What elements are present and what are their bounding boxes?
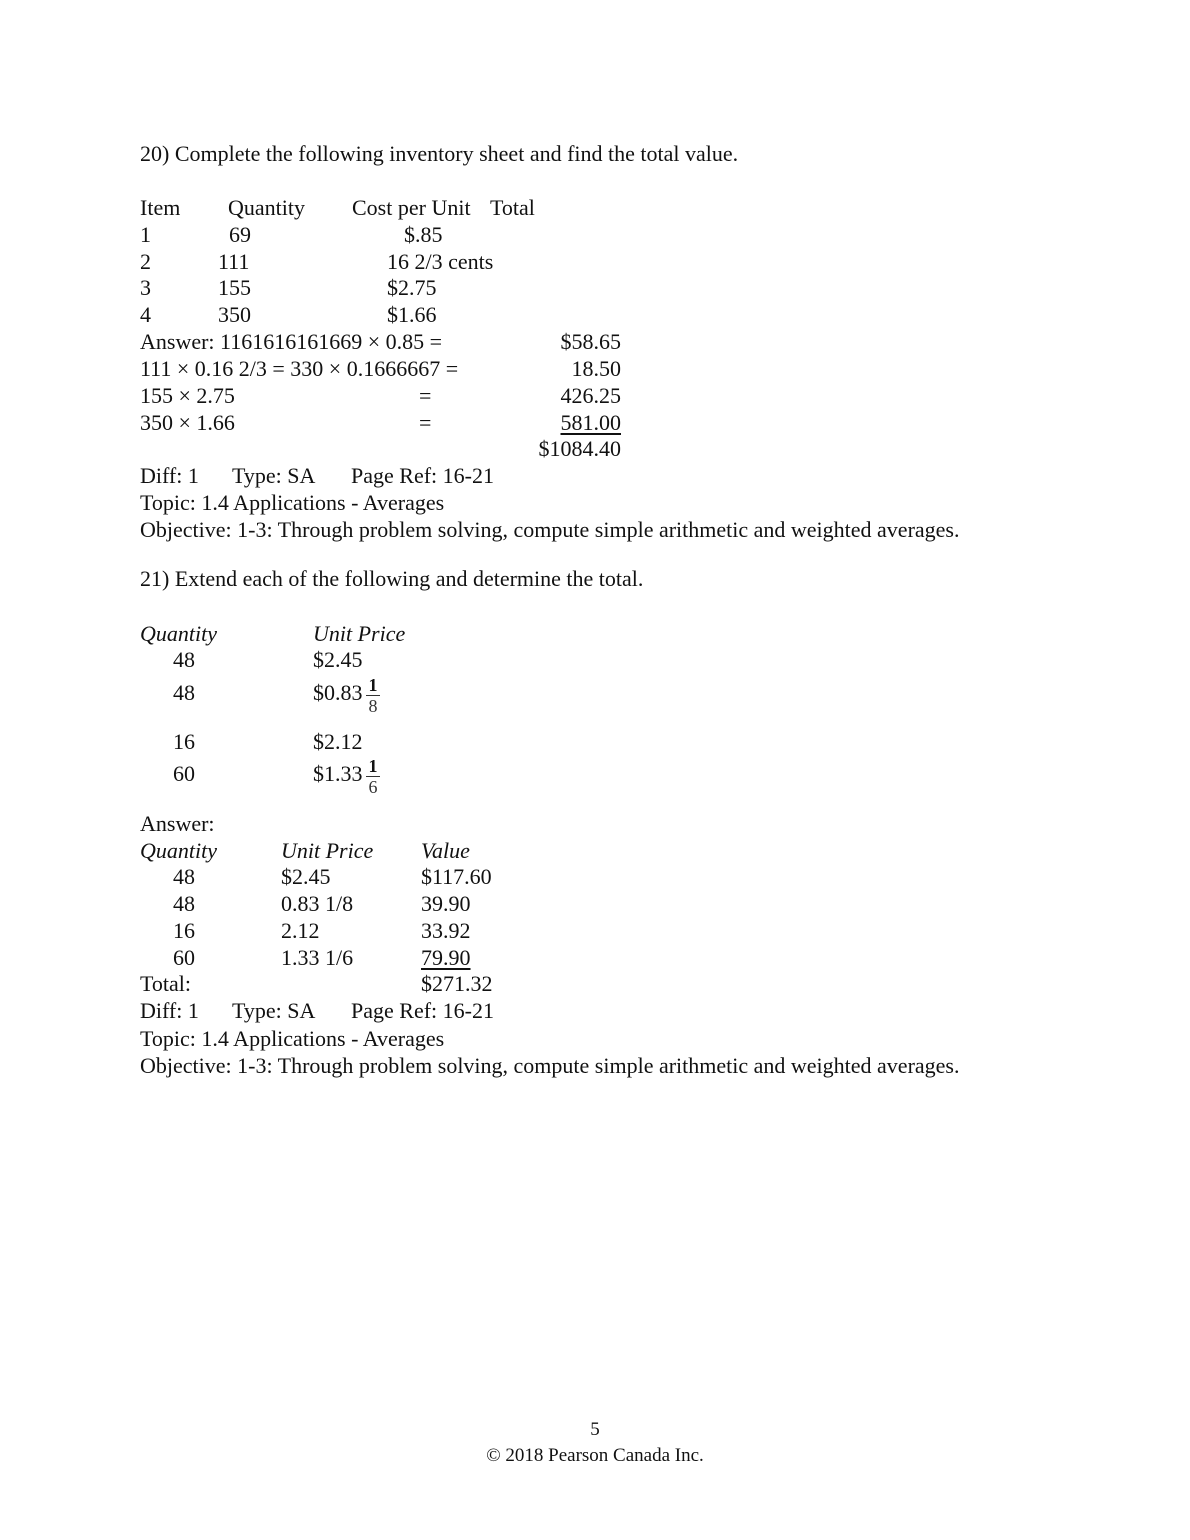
extension-quantity: 60 [173, 761, 195, 786]
fraction-numerator: 1 [368, 675, 378, 695]
header-quantity: Quantity [228, 195, 305, 220]
meta-type: Type: SA [232, 463, 316, 488]
copyright: © 2018 Pearson Canada Inc. [486, 1445, 704, 1466]
extension-price: $0.83 [313, 680, 363, 705]
answer-total: $1084.40 [538, 436, 621, 461]
meta-type: Type: SA [232, 998, 316, 1023]
inventory-cost: $2.75 [387, 275, 437, 300]
answer-price: 1.33 1/6 [281, 945, 354, 970]
inventory-item: 4 [140, 302, 151, 327]
inventory-quantity: 69 [229, 222, 251, 247]
header-total: Total [490, 195, 535, 220]
equals-sign: = [419, 383, 432, 408]
answer-value: 33.92 [421, 918, 471, 943]
answer-quantity: 48 [173, 891, 195, 916]
answer-price: 2.12 [281, 918, 320, 943]
inventory-quantity: 111 [218, 249, 250, 274]
equals-sign: = [419, 410, 432, 435]
total-label: Total: [140, 971, 192, 996]
answer-price: $2.45 [281, 864, 331, 889]
answer-quantity: 48 [173, 864, 195, 889]
question-21-text: 21) Extend each of the following and determine the total. [140, 566, 644, 591]
fraction-numerator: 1 [368, 756, 378, 776]
answer-value: 79.90 [421, 945, 471, 970]
inventory-cost: $.85 [404, 222, 443, 247]
page-number: 5 [590, 1419, 600, 1440]
extension-quantity: 48 [173, 647, 195, 672]
answer-header-value: Value [421, 838, 470, 863]
inventory-item: 2 [140, 249, 151, 274]
meta-diff: Diff: 1 [140, 463, 199, 488]
meta-topic: Topic: 1.4 Applications - Averages [140, 1026, 445, 1051]
fraction-denominator: 6 [366, 776, 380, 797]
question-20-text: 20) Complete the following inventory sheet and find the total value. [140, 141, 739, 166]
answer-quantity: 60 [173, 945, 195, 970]
answer-price: 0.83 1/8 [281, 891, 354, 916]
answer-value: 426.25 [560, 383, 621, 408]
answer-expression: 350 × 1.66 [140, 410, 235, 435]
answer-value [500, 410, 621, 436]
extension-price: $2.45 [313, 647, 363, 672]
answer-quantity: 16 [173, 918, 195, 943]
header-quantity: Quantity [140, 621, 217, 646]
fraction-denominator: 8 [366, 695, 380, 716]
inventory-item: 3 [140, 275, 151, 300]
inventory-cost: 16 2/3 cents [387, 249, 494, 274]
fraction [366, 675, 380, 716]
answer-header-quantity: Quantity [140, 838, 217, 863]
header-item: Item [140, 195, 181, 220]
meta-page-ref: Page Ref: 16-21 [351, 463, 494, 488]
answer-value: $117.60 [421, 864, 492, 889]
answer-expression: 155 × 2.75 [140, 383, 235, 408]
meta-diff: Diff: 1 [140, 998, 199, 1023]
answer-header-unit-price: Unit Price [281, 838, 374, 863]
meta-objective: Objective: 1-3: Through problem solving, compute simple arithmetic and weighted averages. [140, 517, 960, 542]
extension-price: $2.12 [313, 729, 363, 754]
meta-topic: Topic: 1.4 Applications - Averages [140, 490, 445, 515]
inventory-quantity: 350 [218, 302, 251, 327]
answer-expression: 111 × 0.16 2/3 = 330 × 0.1666667 = [140, 356, 459, 381]
answer-value: 18.50 [571, 356, 621, 381]
meta-page-ref: Page Ref: 16-21 [351, 998, 494, 1023]
meta-objective: Objective: 1-3: Through problem solving, compute simple arithmetic and weighted averages. [140, 1053, 960, 1078]
total-value: $271.32 [421, 971, 493, 996]
header-cost-per-unit: Cost per Unit [352, 195, 471, 220]
answer-value: $58.65 [560, 329, 621, 354]
answer-value: 39.90 [421, 891, 471, 916]
fraction [366, 756, 380, 797]
underlined-value: 581.00 [560, 410, 621, 435]
extension-quantity: 16 [173, 729, 195, 754]
answer-expression: Answer: 1161616161669 × 0.85 = [140, 329, 443, 354]
header-unit-price: Unit Price [313, 621, 406, 646]
inventory-quantity: 155 [218, 275, 251, 300]
answer-label: Answer: [140, 811, 215, 836]
inventory-cost: $1.66 [387, 302, 437, 327]
extension-price: $1.33 [313, 761, 363, 786]
extension-quantity: 48 [173, 680, 195, 705]
inventory-item: 1 [140, 222, 151, 247]
